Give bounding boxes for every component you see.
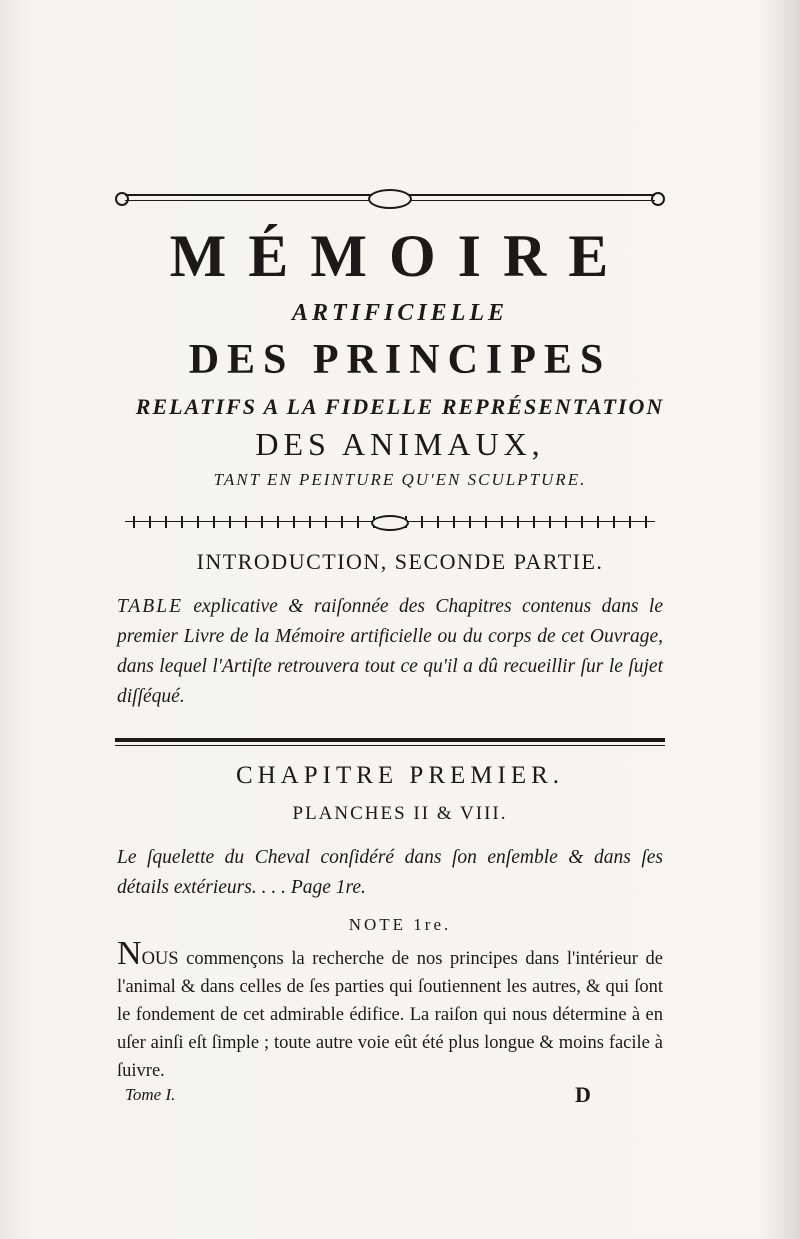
title-memoire: MÉMOIRE <box>169 223 631 289</box>
thick-rule <box>115 738 665 748</box>
intro-heading: INTRODUCTION, SECONDE PARTIE. <box>196 549 604 574</box>
title-artificielle: ARTIFICIELLE <box>291 300 509 326</box>
table-lead-word: TABLE <box>117 596 183 617</box>
chain-ornament-rule <box>115 516 665 528</box>
chapter-description: Le ſquelette du Cheval conſidéré dans ſon enſemble & dans ſes détails extérieurs. . . . Page 1re. <box>117 847 663 898</box>
note-body-text: OUS commençons la recherche de nos principes dans l'intérieur de l'animal & dans celles de ſes parties qui ſoutiennent les autres, & qui ſont le fondement de cet admirable édifice. La raiſon qui nous détermine à en uſer ainſi eſt ſimple ; toute autre voie eût été plus longue & moins facile à ſuivre. <box>117 949 663 1081</box>
title-relatifs: RELATIFS A LA FIDELLE REPRÉSENTATION <box>135 394 665 419</box>
title-des-principes: DES PRINCIPES <box>188 337 612 383</box>
chapter-heading: CHAPITRE PREMIER. <box>235 762 565 789</box>
table-text: explicative & raiſonnée des Chapitres contenus dans le premier Livre de la Mémoire artificielle ou du corps de cet Ouvrage, dans lequel l'Artiſte retrouvera tout ce qu'il a dû recueillir ſur le ſujet diſſéqué. <box>117 596 663 707</box>
note-body <box>117 935 663 1085</box>
tome-label: Tome I. <box>125 1085 176 1104</box>
signature-mark: D <box>575 1082 591 1107</box>
table-paragraph <box>117 592 663 712</box>
note-heading: NOTE 1re. <box>348 915 452 934</box>
planches-line: PLANCHES II & VIII. <box>292 803 508 824</box>
dropcap: N <box>117 935 142 972</box>
top-ornamental-rule <box>115 192 665 204</box>
title-peinture-sculpture: TANT EN PEINTURE QU'EN SCULPTURE. <box>213 470 587 489</box>
title-des-animaux: DES ANIMAUX, <box>255 426 545 462</box>
